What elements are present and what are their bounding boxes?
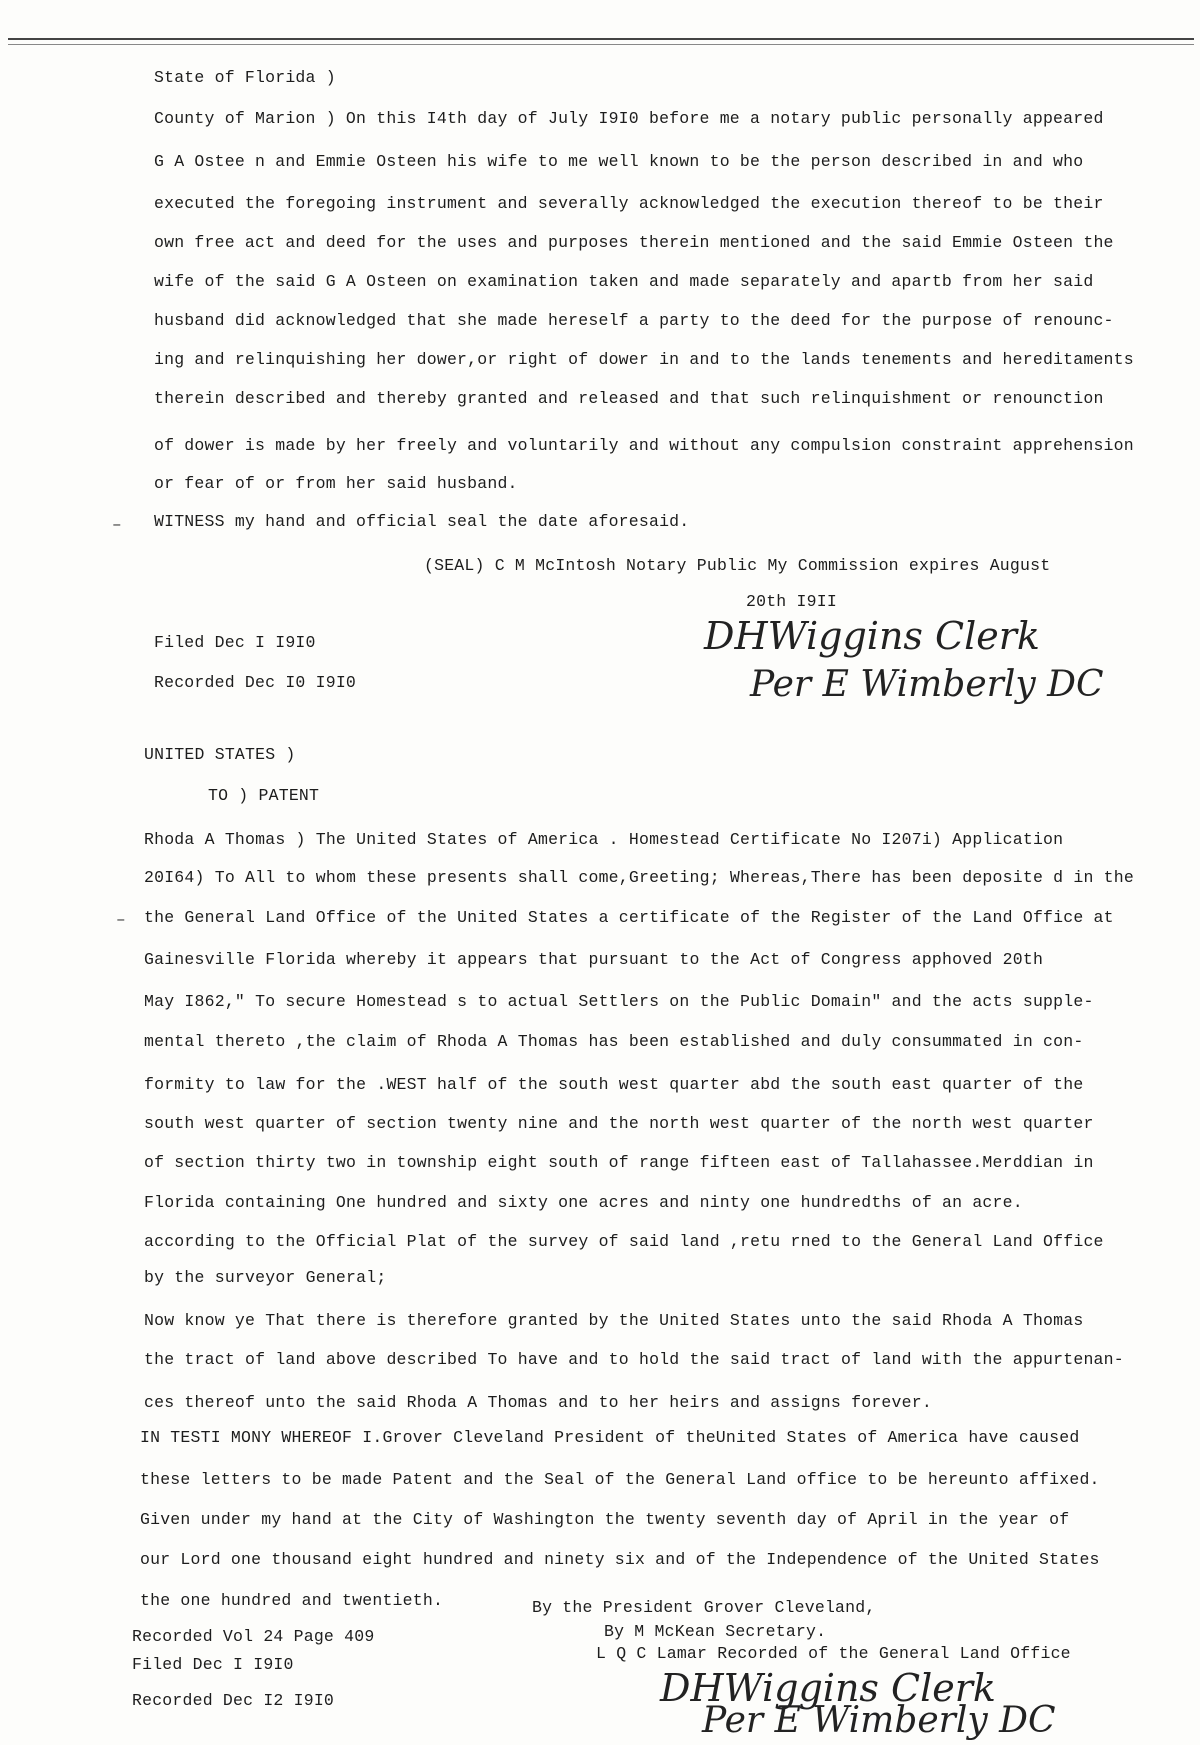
patent-line: the General Land Office of the United States a certificate of the Register of the Land Office at bbox=[144, 908, 1114, 927]
patent-heading-line: UNITED STATES ) bbox=[144, 745, 296, 764]
patent-line: 20I64) To All to whom these presents shall come,Greeting; Whereas,There has been deposite d in the bbox=[144, 868, 1134, 887]
patent-line: the one hundred and twentieth. bbox=[140, 1591, 444, 1610]
patent-line: mental thereto ,the claim of Rhoda A Thomas has been established and duly consummated in con- bbox=[144, 1032, 1084, 1051]
notary-line: therein described and thereby granted and released and that such relinquishment or renounction bbox=[154, 389, 1104, 408]
notary-line: own free act and deed for the uses and purposes therein mentioned and the said Emmie Osteen the bbox=[154, 233, 1114, 252]
patent-filed-date: Filed Dec I I9I0 bbox=[132, 1655, 294, 1674]
patent-line: of section thirty two in township eight south of range fifteen east of Tallahassee.Merddian in bbox=[144, 1153, 1094, 1172]
patent-line: Rhoda A Thomas ) The United States of America . Homestead Certificate No I207i) Application bbox=[144, 830, 1064, 849]
deputy-signature-2: Per E Wimberly DC bbox=[702, 1700, 1056, 1741]
clerk-signature-2: DHWiggins Clerk bbox=[660, 1666, 996, 1710]
notary-line: County of Marion ) On this I4th day of July I9I0 before me a notary public personally appeared bbox=[154, 109, 1104, 128]
patent-line: the tract of land above described To have and to hold the said tract of land with the appurtenan- bbox=[144, 1350, 1124, 1369]
patent-line: south west quarter of section twenty nine and the north west quarter of the north west quarter bbox=[144, 1114, 1094, 1133]
notary-line: wife of the said G A Osteen on examination taken and made separately and apartb from her said bbox=[154, 272, 1094, 291]
land-office-recorder: L Q C Lamar Recorded of the General Land Office bbox=[596, 1644, 1071, 1663]
by-secretary: By M McKean Secretary. bbox=[604, 1622, 827, 1641]
notary-line: State of Florida ) bbox=[154, 68, 336, 87]
filed-date: Filed Dec I I9I0 bbox=[154, 633, 316, 652]
patent-line: Gainesville Florida whereby it appears that pursuant to the Act of Congress apphoved 20th bbox=[144, 950, 1044, 969]
top-rule bbox=[8, 38, 1194, 40]
patent-heading-line: TO ) PATENT bbox=[208, 786, 320, 805]
recorded-date: Recorded Dec I0 I9I0 bbox=[154, 673, 357, 692]
top-rule-thin bbox=[8, 44, 1194, 45]
patent-line: our Lord one thousand eight hundred and ninety six and of the Independence of the United States bbox=[140, 1550, 1100, 1569]
margin-dash-mark: – bbox=[112, 516, 122, 534]
notary-line: husband did acknowledged that she made hereself a party to the deed for the purpose of renounc- bbox=[154, 311, 1114, 330]
patent-recorded-date: Recorded Dec I2 I9I0 bbox=[132, 1691, 335, 1710]
patent-line: formity to law for the .WEST half of the south west quarter abd the south east quarter of the bbox=[144, 1075, 1084, 1094]
patent-line: according to the Official Plat of the survey of said land ,retu rned to the General Land Office bbox=[144, 1232, 1104, 1251]
patent-line: Now know ye That there is therefore granted by the United States unto the said Rhoda A Thomas bbox=[144, 1311, 1084, 1330]
patent-line: IN TESTI MONY WHEREOF I.Grover Cleveland President of theUnited States of America have caused bbox=[140, 1428, 1080, 1447]
notary-line: G A Ostee n and Emmie Osteen his wife to me well known to be the person described in and who bbox=[154, 152, 1084, 171]
patent-line: Florida containing One hundred and sixty one acres and ninty one hundredths of an acre. bbox=[144, 1193, 1023, 1212]
notary-line: executed the foregoing instrument and severally acknowledged the execution thereof to be their bbox=[154, 194, 1104, 213]
deputy-signature: Per E Wimberly DC bbox=[750, 664, 1104, 705]
recorded-volume: Recorded Vol 24 Page 409 bbox=[132, 1627, 375, 1646]
notary-line: WITNESS my hand and official seal the date aforesaid. bbox=[154, 512, 690, 531]
patent-line: these letters to be made Patent and the Seal of the General Land office to be hereunto affixed. bbox=[140, 1470, 1100, 1489]
notary-line: ing and relinquishing her dower,or right of dower in and to the lands tenements and hereditaments bbox=[154, 350, 1134, 369]
clerk-signature: DHWiggins Clerk bbox=[704, 614, 1040, 658]
by-president: By the President Grover Cleveland, bbox=[532, 1598, 876, 1617]
notary-line: or fear of or from her said husband. bbox=[154, 474, 518, 493]
notary-line: of dower is made by her freely and voluntarily and without any compulsion constraint apprehension bbox=[154, 436, 1134, 455]
patent-line: ces thereof unto the said Rhoda A Thomas and to her heirs and assigns forever. bbox=[144, 1393, 932, 1412]
margin-dash-mark: – bbox=[116, 911, 126, 929]
patent-line: by the surveyor General; bbox=[144, 1268, 387, 1287]
notary-seal-line: (SEAL) C M McIntosh Notary Public My Commission expires August bbox=[424, 556, 1051, 575]
commission-expiry: 20th I9II bbox=[746, 592, 837, 611]
patent-line: Given under my hand at the City of Washington the twenty seventh day of April in the year of bbox=[140, 1510, 1070, 1529]
patent-line: May I862," To secure Homestead s to actual Settlers on the Public Domain" and the acts supple- bbox=[144, 992, 1094, 1011]
